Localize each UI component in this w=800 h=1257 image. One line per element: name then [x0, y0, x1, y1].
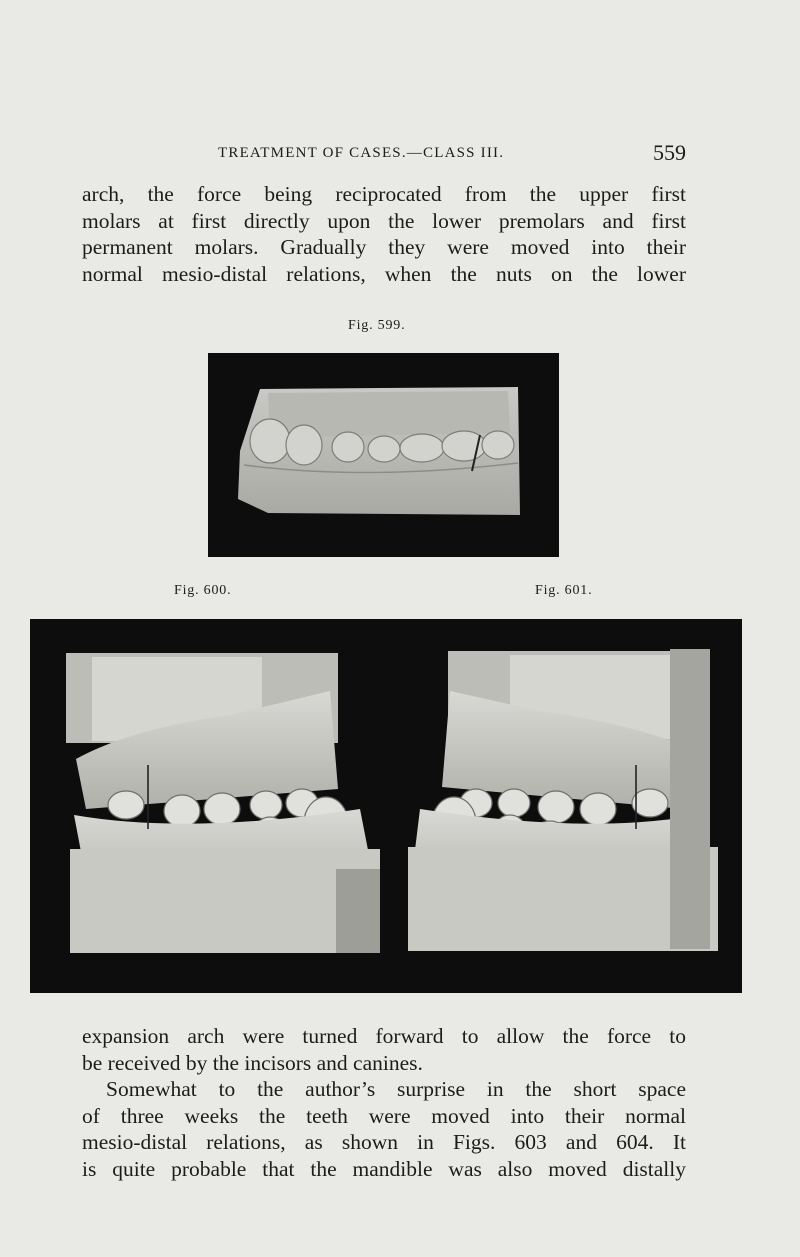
text-line: molars at first directly upon the lower premolars and first — [82, 208, 686, 233]
paragraph-continued — [82, 181, 686, 287]
paragraph-continued-2 — [82, 1023, 686, 1076]
figure-caption-599: Fig. 599. — [348, 318, 406, 333]
text-line: be received by the incisors and canines. — [82, 1050, 423, 1075]
text-line: Somewhat to the author’s surprise in the short space — [106, 1077, 686, 1101]
text-line: of three weeks the teeth were moved into their normal — [82, 1103, 686, 1128]
text-line: arch, the force being reciprocated from the upper first — [82, 182, 686, 206]
dental-cast-side-view — [208, 353, 559, 557]
dental-casts-pair — [30, 619, 742, 993]
running-title: TREATMENT OF CASES.—CLASS III. — [218, 145, 505, 161]
text-line: permanent molars. Gradually they were moved into their — [82, 235, 686, 260]
page-number: 559 — [653, 140, 686, 165]
figure-600-cast — [66, 653, 380, 953]
text-line: is quite probable that the mandible was also moved distally — [82, 1156, 686, 1181]
figure-caption-600: Fig. 600. — [174, 583, 232, 598]
text-line: expansion arch were turned forward to allow the force to — [82, 1024, 686, 1048]
text-line: mesio-distal relations, as shown in Figs. 603 and 604. It — [82, 1130, 686, 1155]
figure-601-cast — [408, 649, 718, 951]
figures-600-601-photo — [30, 619, 742, 993]
figure-caption-601: Fig. 601. — [535, 583, 593, 598]
text-line: normal mesio-distal relations, when the nuts on the lower — [82, 261, 686, 286]
figure-599-photo — [208, 353, 559, 557]
paragraph-new — [82, 1076, 686, 1182]
running-head — [82, 142, 686, 168]
